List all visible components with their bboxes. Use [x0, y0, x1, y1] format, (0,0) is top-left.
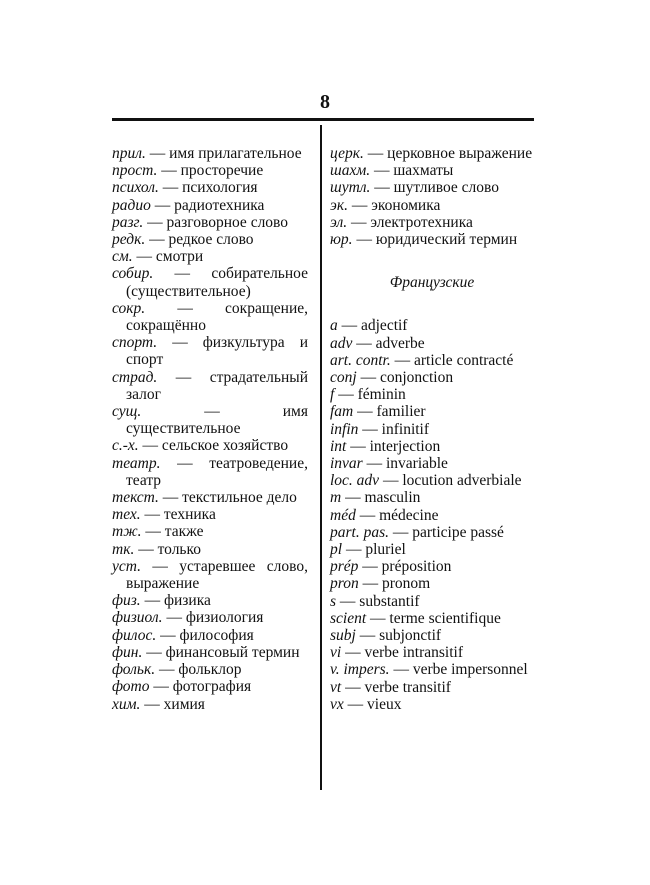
abbreviation-term: subj [330, 627, 356, 645]
abbreviation-definition: химия [163, 695, 205, 713]
header-rule [112, 118, 534, 121]
abbreviation-definition: substantif [359, 592, 420, 610]
abbreviation-definition: féminin [357, 386, 406, 404]
abbreviation-entry: фин. — финансовый термин [112, 643, 300, 661]
abbreviation-entry: сущ. — имя существительное [112, 403, 308, 438]
abbreviation-entry: редк. — редкое слово [112, 231, 254, 249]
abbreviation-term: церк. [330, 145, 364, 162]
abbreviation-term: pron [330, 575, 359, 593]
abbreviation-definition: финансовый термин [165, 643, 300, 661]
abbreviation-entry: int — interjection [330, 437, 441, 455]
abbreviation-entry: v. impers. — verbe impersonnel [330, 661, 528, 679]
abbreviation-term: радио [112, 196, 151, 214]
abbreviation-term: собир. [112, 265, 154, 283]
abbreviation-definition: имя существительное [126, 403, 308, 438]
abbreviation-term: уст. [112, 557, 142, 575]
abbreviation-definition: article contracté [413, 351, 514, 369]
abbreviation-entry: шахм. — шахматы [330, 162, 454, 180]
abbreviation-entry: физ. — физика [112, 592, 211, 610]
abbreviation-definition: устаревшее слово, выражение [126, 557, 308, 593]
abbreviation-definition: только [157, 540, 201, 558]
abbreviation-term: юр. [330, 231, 353, 249]
abbreviation-entry: текст. — текстильное дело [112, 489, 297, 507]
abbreviation-definition: физкультура и спорт [126, 334, 308, 369]
abbreviation-term: с.-х. [112, 437, 139, 455]
abbreviation-term: vx [330, 695, 344, 713]
abbreviation-term: invar [330, 455, 363, 473]
abbreviation-term: loc. adv [330, 472, 380, 490]
abbreviation-term: см. [112, 248, 133, 266]
abbreviation-term: текст. [112, 489, 159, 507]
abbreviation-entry: шутл. — шутливое слово [330, 179, 500, 197]
abbreviation-definition: имя прилагательное [169, 145, 302, 162]
abbreviation-term: prép [330, 558, 359, 576]
abbreviation-entry: infin — infinitif [330, 420, 430, 438]
abbreviation-definition: сельское хозяйство [161, 437, 289, 455]
abbreviation-term: эк. [330, 196, 348, 214]
page-number: 8 [320, 91, 330, 113]
abbreviation-definition: фотография [172, 678, 252, 696]
abbreviation-term: int [330, 437, 347, 455]
abbreviation-entry: vx — vieux [330, 695, 402, 713]
abbreviation-definition: verbe intransitif [364, 644, 464, 662]
abbreviation-definition: физиология [185, 609, 264, 627]
abbreviation-entry: страд. — страдательный залог [112, 368, 308, 403]
abbreviation-definition: собирательное (существительное) [126, 265, 308, 300]
abbreviation-term: art. contr. [330, 351, 391, 369]
abbreviation-definition: юридический термин [375, 231, 518, 249]
abbreviation-term: прост. [112, 162, 158, 180]
abbreviation-term: прил. [112, 145, 146, 162]
abbreviation-definition: шутливое слово [393, 179, 500, 197]
abbreviation-term: фото [112, 678, 150, 696]
abbreviation-definition: participe passé [412, 523, 504, 541]
abbreviation-definition: médecine [379, 506, 439, 524]
abbreviation-entry: фото — фотография [112, 678, 252, 696]
abbreviation-entry: loc. adv — locution adverbiale [330, 472, 522, 490]
abbreviation-definition: текстильное дело [182, 489, 297, 507]
abbreviation-entry: тех. — техника [112, 506, 216, 524]
section-title-french: Французские [389, 274, 475, 292]
abbreviation-definition: adjectif [361, 317, 408, 335]
abbreviation-definition: locution adverbiale [402, 472, 522, 490]
abbreviation-term: vt [330, 678, 342, 696]
abbreviation-definition: радиотехника [174, 196, 265, 214]
abbreviation-definition: subjonctif [379, 627, 442, 645]
abbreviation-entry: юр. — юридический термин [330, 231, 518, 249]
abbreviation-term: adv [330, 334, 353, 352]
abbreviation-entry: физиол. — физиология [112, 609, 264, 627]
abbreviation-definition: familier [376, 403, 426, 421]
abbreviation-definition: interjection [369, 437, 441, 455]
abbreviation-entry: méd — médecine [330, 506, 439, 524]
abbreviation-entry: прил. — имя прилагательное [112, 145, 302, 162]
abbreviation-entry: prép — préposition [330, 558, 452, 576]
abbreviation-term: conj [330, 369, 357, 387]
abbreviation-entry: собир. — собирательное (существительное) [112, 265, 308, 300]
abbreviation-entry: f — féminin [330, 386, 406, 404]
abbreviation-entry: subj — subjonctif [330, 627, 442, 645]
abbreviation-entry: a — adjectif [330, 317, 408, 335]
abbreviation-term: филос. [112, 626, 157, 644]
abbreviation-term: страд. [112, 368, 158, 386]
abbreviation-entry: art. contr. — article contracté [330, 351, 514, 369]
french-abbreviations-list [330, 317, 534, 713]
abbreviation-term: s [330, 592, 337, 610]
abbreviation-term: шутл. [330, 179, 371, 197]
abbreviation-term: m [330, 489, 342, 507]
abbreviation-definition: смотри [155, 248, 204, 266]
abbreviation-term: тж. [112, 523, 142, 541]
abbreviation-entry: эл. — электротехника [330, 213, 473, 231]
abbreviation-term: тк. [112, 540, 135, 558]
abbreviation-definition: также [164, 523, 204, 541]
abbreviation-definition: conjonction [379, 369, 454, 387]
abbreviation-entry: adv — adverbe [330, 334, 425, 352]
abbreviation-term: vi [330, 644, 342, 662]
abbreviation-term: фин. [112, 643, 143, 661]
abbreviation-entry: уст. — устаревшее слово, выражение [112, 557, 308, 593]
abbreviation-term: редк. [112, 231, 146, 249]
abbreviation-entry: conj — conjonction [330, 369, 454, 387]
abbreviation-term: a [330, 317, 338, 335]
abbreviation-entry: хим. — химия [112, 695, 205, 713]
left-column [112, 145, 308, 713]
abbreviation-term: хим. [112, 695, 141, 713]
abbreviation-entry: с.-х. — сельское хозяйство [112, 437, 289, 455]
abbreviation-definition: préposition [381, 558, 452, 576]
abbreviation-term: фольк. [112, 661, 156, 679]
abbreviation-entry: vt — verbe transitif [330, 678, 451, 696]
abbreviation-term: f [330, 386, 335, 404]
abbreviation-entry: прост. — просторечие [112, 162, 264, 180]
abbreviation-definition: театроведение, театр [126, 454, 308, 489]
abbreviation-term: физ. [112, 592, 141, 610]
abbreviation-entry: тж. — также [112, 523, 204, 541]
abbreviation-term: méd [330, 506, 356, 524]
abbreviation-definition: экономика [371, 196, 441, 214]
abbreviation-definition: pronom [381, 575, 431, 593]
abbreviation-definition: электротехника [370, 213, 473, 231]
abbreviation-entry: эк. — экономика [330, 196, 441, 214]
abbreviation-definition: фольклор [178, 661, 242, 679]
abbreviation-entry: pl — pluriel [330, 541, 406, 559]
abbreviation-entry: театр. — театроведение, театр [112, 454, 308, 489]
abbreviation-entry: радио — радиотехника [112, 196, 265, 214]
abbreviation-definition: adverbe [375, 334, 425, 352]
abbreviation-definition: психология [182, 179, 258, 197]
abbreviation-term: спорт. [112, 334, 158, 352]
abbreviation-term: тех. [112, 506, 141, 524]
abbreviation-definition: философия [179, 626, 254, 644]
abbreviation-entry: сокр. — сокращение, сокращённо [112, 299, 308, 335]
abbreviation-definition: vieux [367, 695, 402, 713]
abbreviation-term: сокр. [112, 299, 146, 317]
abbreviation-entry: филос. — философия [112, 626, 254, 644]
abbreviation-entry: scient — terme scientifique [330, 609, 501, 627]
abbreviation-entry: pron — pronom [330, 575, 431, 593]
abbreviation-entry: fam — familier [330, 403, 426, 421]
abbreviation-term: part. pas. [330, 523, 389, 541]
abbreviation-entry: спорт. — физкультура и спорт [112, 334, 308, 369]
abbreviation-definition: verbe transitif [364, 678, 451, 696]
abbreviation-term: театр. [112, 454, 161, 472]
abbreviation-entry: фольк. — фольклор [112, 661, 242, 679]
abbreviation-term: pl [330, 541, 343, 559]
abbreviation-definition: invariable [385, 455, 448, 473]
abbreviation-definition: infinitif [381, 420, 430, 438]
abbreviation-definition: страдательный залог [126, 368, 308, 403]
abbreviation-entry: s — substantif [330, 592, 420, 610]
abbreviation-definition: просторечие [180, 162, 264, 180]
abbreviation-definition: masculin [364, 489, 421, 507]
abbreviation-entry: психол. — психология [112, 179, 258, 197]
abbreviation-term: психол. [112, 179, 159, 197]
abbreviation-entry: тк. — только [112, 540, 201, 558]
abbreviation-term: infin [330, 420, 359, 438]
abbreviation-definition: техника [163, 506, 216, 524]
abbreviation-term: fam [330, 403, 354, 421]
abbreviation-definition: церковное выражение [387, 145, 533, 162]
abbreviation-term: физиол. [112, 609, 163, 627]
abbreviation-term: scient [330, 609, 367, 627]
abbreviation-term: v. impers. [330, 661, 390, 679]
abbreviation-term: сущ. [112, 403, 142, 421]
abbreviation-definition: verbe impersonnel [412, 661, 528, 679]
russian-abbreviations-continued [330, 145, 534, 248]
abbreviation-term: шахм. [330, 162, 371, 180]
abbreviation-definition: редкое слово [168, 231, 254, 249]
abbreviation-entry: vi — verbe intransitif [330, 644, 464, 662]
column-divider [320, 125, 322, 790]
abbreviation-entry: invar — invariable [330, 455, 448, 473]
abbreviation-entry: церк. — церковное выражение [330, 145, 533, 162]
abbreviation-entry: m — masculin [330, 489, 421, 507]
abbreviation-definition: сокращение, сокращённо [126, 299, 308, 335]
abbreviation-definition: физика [163, 592, 211, 610]
abbreviation-definition: разговорное слово [166, 213, 289, 231]
abbreviation-definition: pluriel [365, 541, 406, 559]
abbreviation-definition: шахматы [393, 162, 454, 180]
abbreviation-definition: terme scientifique [389, 609, 501, 627]
right-column [330, 145, 534, 713]
abbreviation-term: эл. [330, 213, 348, 231]
abbreviation-entry: разг. — разговорное слово [112, 213, 289, 231]
abbreviation-term: разг. [112, 213, 144, 231]
abbreviation-entry: см. — смотри [112, 248, 204, 266]
abbreviation-entry: part. pas. — participe passé [330, 523, 504, 541]
